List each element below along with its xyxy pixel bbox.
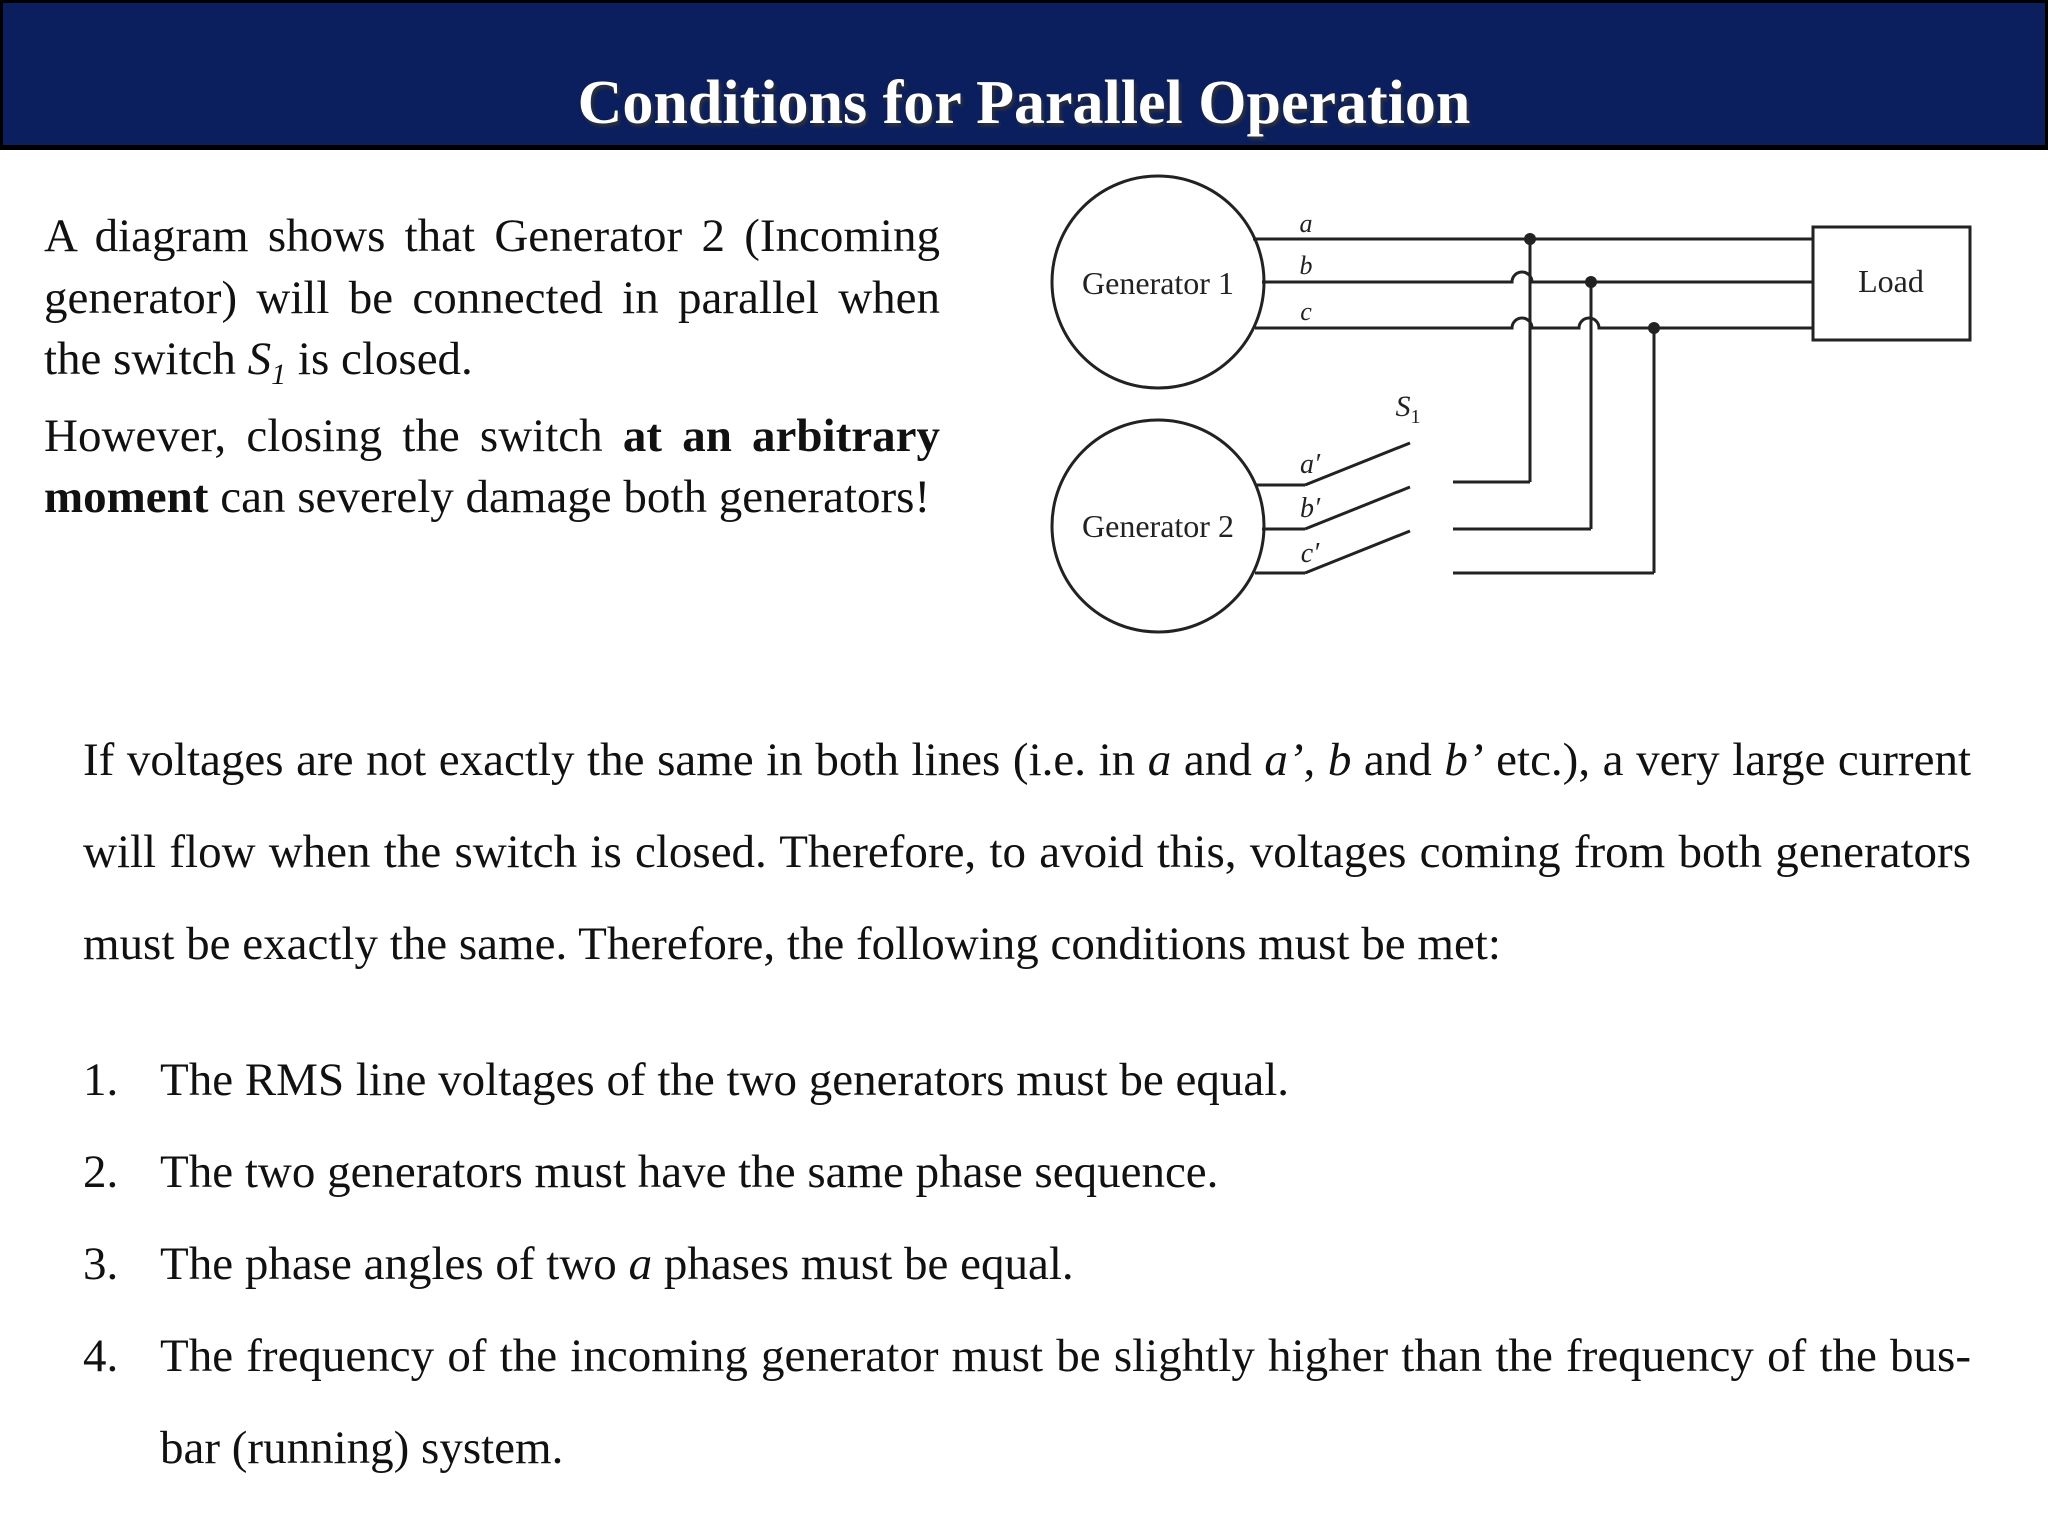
var-a-prime: a’ xyxy=(1264,734,1304,786)
intro-paragraph-1 xyxy=(44,206,940,406)
slide-title: Conditions for Parallel Operation xyxy=(577,69,1471,137)
condition-text-before: The phase angles of two xyxy=(160,1238,629,1290)
line-label-c-prime: c′ xyxy=(1300,538,1320,569)
var-b: b xyxy=(1327,734,1352,786)
intro-p2-bold: at an arbitrary moment xyxy=(44,409,940,523)
var-b-prime: b’ xyxy=(1444,734,1484,786)
intro-line1-suffix: is closed. xyxy=(286,333,473,385)
intro-paragraph-2 xyxy=(44,406,940,529)
bus-line-c xyxy=(1255,318,1813,328)
condition-number: 1. xyxy=(83,1054,119,1106)
line-label-c: c xyxy=(1300,297,1312,326)
switch-blade-b xyxy=(1305,487,1410,529)
condition-item xyxy=(83,1034,1971,1126)
line-label-b: b xyxy=(1299,251,1313,280)
line-label-a-prime: a′ xyxy=(1299,449,1321,480)
intro-p2-prefix: However, closing the switch xyxy=(44,409,623,462)
load-label: Load xyxy=(1858,263,1924,299)
intro-line1-prefix: A diagram shows that Generator 2 (Incoming generator) will be connected in parallel when the switch xyxy=(44,210,940,385)
condition-item xyxy=(83,1218,1971,1310)
switch-symbol: S xyxy=(247,333,272,385)
generator-1-label: Generator 1 xyxy=(1082,265,1234,301)
condition-item xyxy=(83,1126,1971,1218)
condition-text: The two generators must have the same phase sequence. xyxy=(160,1146,1219,1198)
condition-number: 2. xyxy=(83,1146,119,1198)
var-a: a xyxy=(1147,734,1172,786)
intro-p2-suffix: can severely damage both generators! xyxy=(208,471,931,523)
condition-text-after: phases must be equal. xyxy=(652,1238,1074,1290)
explanation-part-3: , xyxy=(1303,734,1328,786)
junction-c xyxy=(1648,322,1660,334)
switch-subscript: 1 xyxy=(271,358,287,391)
explanation-part-2: and xyxy=(1171,734,1265,786)
condition-number: 4. xyxy=(83,1330,119,1382)
explanation-paragraph xyxy=(83,714,1971,990)
line-label-b-prime: b′ xyxy=(1299,493,1321,524)
junction-a xyxy=(1524,233,1536,245)
condition-text: The RMS line voltages of the two generators must be equal. xyxy=(160,1054,1290,1106)
switch-label-subscript: 1 xyxy=(1410,406,1421,428)
bus-line-b xyxy=(1262,272,1813,282)
explanation-part-4: and xyxy=(1351,734,1445,786)
generator-2-label: Generator 2 xyxy=(1082,508,1234,544)
junction-b xyxy=(1585,276,1597,288)
explanation-part-1: If voltages are not exactly the same in both lines (i.e. in xyxy=(83,734,1148,786)
conditions-list xyxy=(83,1034,1971,1494)
condition-number: 3. xyxy=(83,1238,119,1290)
condition-text: The frequency of the incoming generator must be slightly higher than the frequency of the bus-bar (running) system. xyxy=(160,1330,1971,1474)
switch-label-symbol: S xyxy=(1395,390,1411,423)
switch-label xyxy=(1396,390,1421,428)
explanation-text xyxy=(83,714,1971,990)
parallel-connection-diagram xyxy=(1030,170,2030,650)
switch-blade-c xyxy=(1305,531,1410,573)
condition-italic-a: a xyxy=(628,1238,653,1290)
title-bar xyxy=(0,0,2048,150)
condition-item xyxy=(83,1310,1971,1494)
line-label-a: a xyxy=(1299,209,1313,238)
intro-text xyxy=(44,206,940,529)
explanation-part-5: etc.), a very large current will flow when the switch is closed. Therefore, to avoid this, voltages coming from both generators must be exactly the same. Therefore, the following conditions must be met: xyxy=(83,734,1972,970)
switch-blade-a xyxy=(1305,443,1410,485)
